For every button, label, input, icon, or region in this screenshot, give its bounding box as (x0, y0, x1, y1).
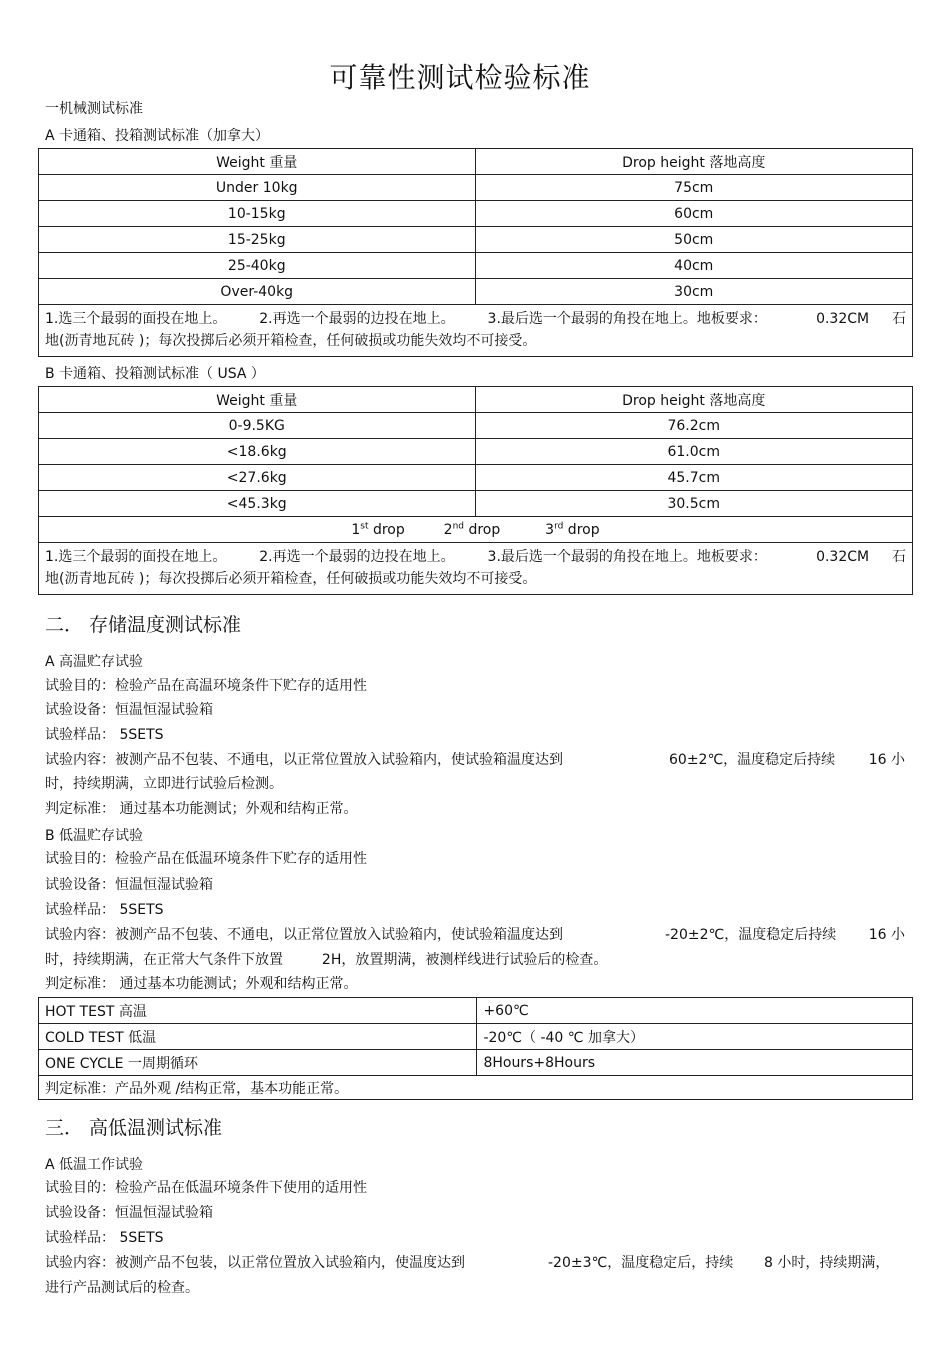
table-note-row (39, 543, 913, 595)
note-line-2: 地(沥青地瓦砖 )；每次投掷后必须开箱检查，任何破损或功能失效均不可接受。 (45, 571, 537, 587)
test-b-rest-duration: 2H，放置期满，被测样线进行试验后的检查。 (321, 952, 608, 968)
drop-1-word: drop (368, 521, 405, 538)
test-value-cell: -20℃（ -40 ℃ 加拿大） (477, 1024, 913, 1050)
drop-3-sup: rd (554, 521, 564, 532)
test-a-content-cont: 时，持续期满，立即进行试验后检测。 (45, 776, 283, 792)
drop-2-word: drop (464, 521, 501, 538)
test-b-content-text: 试验内容：被测产品不包装、不通电，以正常位置放入试验箱内，使试验箱温度达到 (45, 927, 563, 943)
test-c-content-text: 试验内容：被测产品不包装，以正常位置放入试验箱内，使温度达到 (45, 1255, 465, 1271)
header-weight: Weight 重量 (39, 149, 476, 175)
test-b-sample: 试验样品： 5SETS (45, 902, 164, 918)
height-cell: 30cm (475, 279, 913, 305)
note-step-3: 3.最后选一个最弱的角投在地上。地板要求： (487, 549, 767, 565)
header-weight: Weight 重量 (39, 387, 476, 413)
table-note (39, 543, 913, 595)
test-c-temperature: -20±3℃，温度稳定后，持续 (548, 1255, 734, 1271)
height-cell: 50cm (475, 227, 913, 253)
test-c-title: A 低温工作试验 (45, 1157, 144, 1173)
weight-cell: 0-9.5KG (39, 413, 476, 439)
height-cell: 45.7cm (475, 465, 913, 491)
height-cell: 75cm (475, 175, 913, 201)
table-header-row (39, 387, 913, 413)
drop-order-row (39, 517, 913, 543)
weight-cell: <27.6kg (39, 465, 476, 491)
test-b-title: B 低温贮存试验 (45, 828, 144, 844)
section-1-heading: 一机械测试标准 (45, 101, 143, 117)
drop-1-num: 1 (351, 521, 361, 538)
test-value-cell: 8Hours+8Hours (477, 1050, 913, 1076)
table-a-caption: A 卡通箱、投箱测试标准（加拿大） (45, 128, 270, 144)
test-c-content (45, 1254, 905, 1272)
table-row (39, 227, 913, 253)
weight-cell: Under 10kg (39, 175, 476, 201)
table-row (39, 413, 913, 439)
table-row (39, 465, 913, 491)
table-a (38, 148, 913, 357)
drop-3-num: 3 (545, 521, 555, 538)
table-b-caption: B 卡通箱、投箱测试标准（ USA ） (45, 366, 265, 382)
test-c-purpose: 试验目的：检验产品在低温环境条件下使用的适用性 (45, 1180, 367, 1196)
weight-cell: 15-25kg (39, 227, 476, 253)
test-a-equipment: 试验设备：恒温恒湿试验箱 (45, 702, 213, 718)
height-cell: 60cm (475, 201, 913, 227)
table-judge-row (39, 1076, 913, 1100)
table-note (39, 305, 913, 357)
test-b-judge: 判定标准： 通过基本功能测试；外观和结构正常。 (45, 976, 358, 992)
test-b-rest-text: 时，持续期满，在正常大气条件下放置 (45, 952, 283, 968)
note-step-2: 2.再选一个最弱的边投在地上。 (259, 549, 455, 565)
note-floor-type: 石 (892, 549, 906, 565)
table-row (39, 1050, 913, 1076)
table-c (38, 997, 913, 1100)
weight-cell: <45.3kg (39, 491, 476, 517)
drop-2-sup: nd (452, 521, 465, 532)
drop-1 (351, 522, 404, 538)
test-c-sample: 试验样品： 5SETS (45, 1230, 164, 1246)
height-cell: 40cm (475, 253, 913, 279)
note-line-2: 地(沥青地瓦砖 )；每次投掷后必须开箱检查，任何破损或功能失效均不可接受。 (45, 333, 537, 349)
test-a-temperature: 60±2℃，温度稳定后持续 (669, 752, 836, 768)
table-row (39, 175, 913, 201)
test-a-judge: 判定标准： 通过基本功能测试；外观和结构正常。 (45, 801, 358, 817)
table-c-judge: 判定标准：产品外观 /结构正常，基本功能正常。 (39, 1076, 913, 1100)
document-title: 可靠性测试检验标准 (329, 61, 591, 94)
header-drop-height: Drop height 落地高度 (475, 387, 913, 413)
drop-1-sup: st (360, 521, 369, 532)
test-c-duration: 8 小时，持续期满， (764, 1255, 890, 1271)
table-row (39, 998, 913, 1024)
note-step-1: 1.选三个最弱的面投在地上。 (45, 549, 227, 565)
note-floor-type: 石 (892, 311, 906, 327)
table-row (39, 1024, 913, 1050)
section-2-heading: 二． 存储温度测试标准 (45, 614, 242, 636)
test-name-cell: COLD TEST 低温 (39, 1024, 477, 1050)
drop-3 (545, 522, 599, 538)
table-note-row (39, 305, 913, 357)
weight-cell: 10-15kg (39, 201, 476, 227)
height-cell: 30.5cm (475, 491, 913, 517)
note-floor-value: 0.32CM (816, 311, 870, 327)
table-header-row (39, 149, 913, 175)
table-row (39, 253, 913, 279)
test-b-purpose: 试验目的：检验产品在低温环境条件下贮存的适用性 (45, 851, 367, 867)
test-a-purpose: 试验目的：检验产品在高温环境条件下贮存的适用性 (45, 678, 367, 694)
test-c-equipment: 试验设备：恒温恒湿试验箱 (45, 1205, 213, 1221)
test-a-content-text: 试验内容：被测产品不包装、不通电，以正常位置放入试验箱内，使试验箱温度达到 (45, 752, 563, 768)
test-name-cell: ONE CYCLE 一周期循环 (39, 1050, 477, 1076)
height-cell: 76.2cm (475, 413, 913, 439)
test-c-content-cont: 进行产品测试后的检查。 (45, 1280, 199, 1296)
weight-cell: <18.6kg (39, 439, 476, 465)
table-row (39, 491, 913, 517)
weight-cell: Over-40kg (39, 279, 476, 305)
table-row (39, 439, 913, 465)
test-b-temperature: -20±2℃，温度稳定后持续 (665, 927, 837, 943)
test-a-sample: 试验样品： 5SETS (45, 727, 164, 743)
test-a-content (45, 751, 905, 769)
note-floor-value: 0.32CM (816, 549, 870, 565)
weight-cell: 25-40kg (39, 253, 476, 279)
table-row (39, 201, 913, 227)
table-b (38, 386, 913, 595)
test-name-cell: HOT TEST 高温 (39, 998, 477, 1024)
drop-2 (444, 522, 501, 538)
test-a-title: A 高温贮存试验 (45, 654, 144, 670)
drop-3-word: drop (563, 521, 600, 538)
test-b-equipment: 试验设备：恒温恒湿试验箱 (45, 877, 213, 893)
test-value-cell: +60℃ (477, 998, 913, 1024)
test-a-duration: 16 小 (868, 752, 905, 768)
note-step-3: 3.最后选一个最弱的角投在地上。地板要求： (487, 311, 767, 327)
note-step-1: 1.选三个最弱的面投在地上。 (45, 311, 227, 327)
test-b-content-cont (45, 951, 607, 969)
test-b-content (45, 926, 905, 944)
section-3-heading: 三． 高低温测试标准 (45, 1117, 223, 1139)
note-step-2: 2.再选一个最弱的边投在地上。 (259, 311, 455, 327)
header-drop-height: Drop height 落地高度 (475, 149, 913, 175)
table-row (39, 279, 913, 305)
test-b-duration: 16 小 (868, 927, 905, 943)
height-cell: 61.0cm (475, 439, 913, 465)
drop-order-cell (39, 517, 913, 543)
drop-2-num: 2 (443, 521, 453, 538)
